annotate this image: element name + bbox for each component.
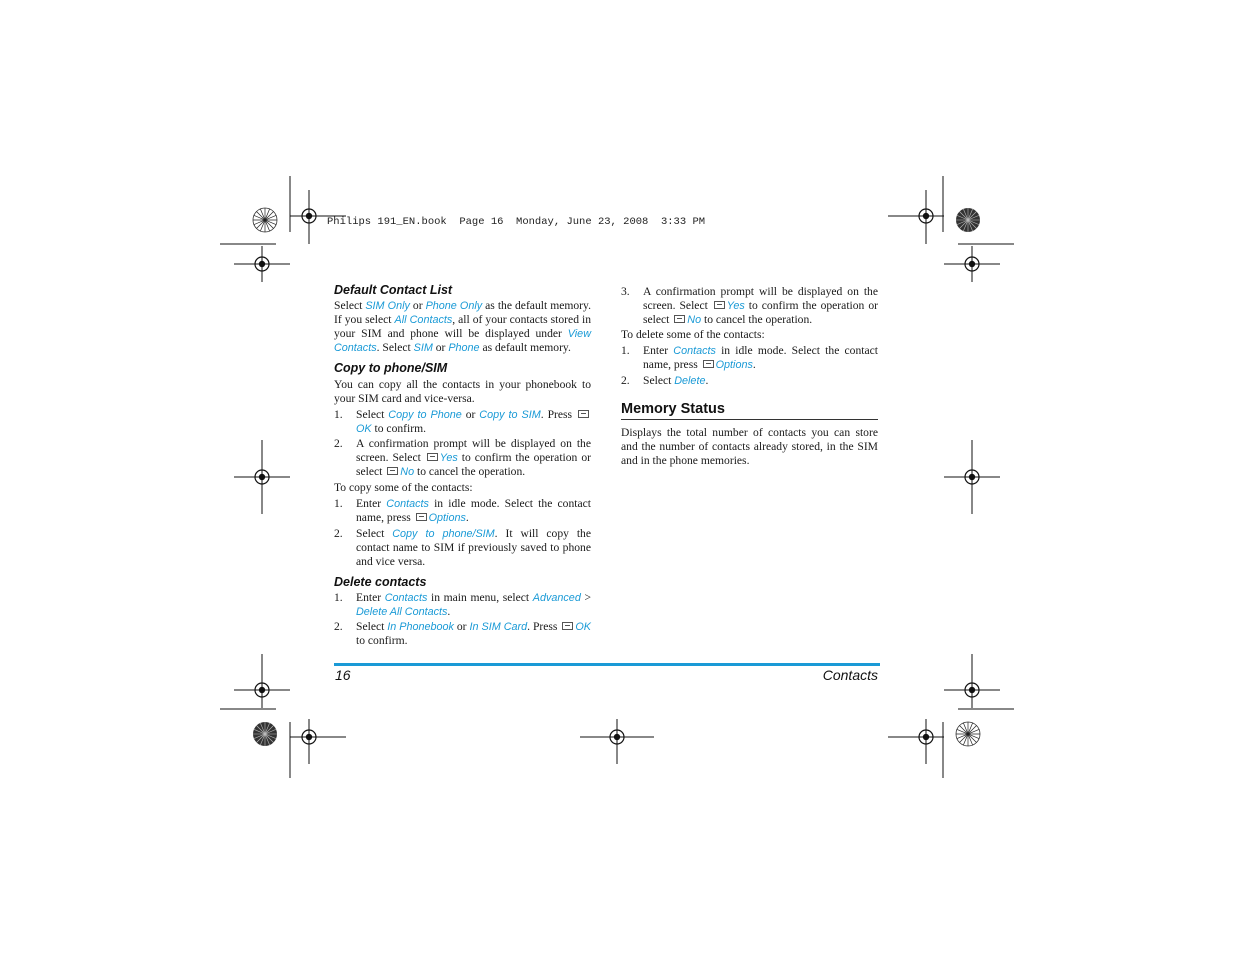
softkey-icon: [703, 360, 714, 368]
heading-delete-contacts: Delete contacts: [334, 574, 427, 589]
list-item: 2. Select In Phonebook or In SIM Card. Press OK to confirm.: [334, 620, 591, 648]
softkey-options: Options: [428, 512, 466, 525]
softkey-ok: OK: [575, 621, 591, 634]
copy-steps: [334, 408, 591, 479]
menu-delete: Delete: [674, 374, 706, 387]
copy-some-intro: To copy some of the contacts:: [334, 481, 473, 495]
book-file-info: Philips 191_EN.book Page 16 Monday, June 23, 2008 3:33 PM: [327, 216, 706, 228]
default-list-paragraph: Select SIM Only or Phone Only as the default memory. If you select All Contacts, all of your contacts stored in your SIM and phone will be displayed under View Contacts. Select SIM or Phone as default memory.: [334, 299, 592, 355]
menu-sim-only: SIM Only: [365, 300, 410, 313]
list-item: 1. Enter Contacts in idle mode. Select the contact name, press Options.: [621, 344, 878, 372]
softkey-icon: [427, 453, 438, 461]
menu-phone: Phone: [448, 342, 480, 355]
menu-advanced: Advanced: [532, 591, 581, 604]
menu-delete-all-contacts: Delete All Contacts: [356, 605, 448, 618]
list-item: 2. A confirmation prompt will be displayed on the screen. Select Yes to confirm the operation or select No to cancel the operation.: [334, 436, 591, 479]
heading-copy-to-phone-sim: Copy to phone/SIM: [334, 361, 448, 376]
menu-in-sim-card: In SIM Card: [469, 621, 528, 634]
softkey-icon: [562, 622, 573, 630]
memory-status-paragraph: Displays the total number of contacts you can store and the number of contacts already stored, in the SIM and in the phone memories.: [621, 425, 878, 467]
menu-sim: SIM: [413, 342, 433, 355]
list-item: 1. Select Copy to Phone or Copy to SIM. Press OK to confirm.: [334, 408, 591, 436]
delete-some-steps: [621, 344, 878, 387]
delete-steps: [334, 591, 591, 648]
menu-copy-to-phone: Copy to Phone: [388, 408, 462, 421]
softkey-icon: [578, 410, 589, 418]
menu-phone-only: Phone Only: [425, 300, 483, 313]
list-item: 2. Select Delete.: [621, 373, 709, 387]
right-column: [621, 283, 878, 470]
footer-rule: [334, 663, 880, 666]
menu-contacts: Contacts: [673, 345, 716, 358]
menu-copy-to-phone-sim: Copy to phone/SIM: [392, 527, 495, 540]
list-item: 1. Enter Contacts in main menu, select Advanced > Delete All Contacts.: [334, 590, 592, 618]
left-column: [334, 283, 591, 649]
softkey-icon: [416, 513, 427, 521]
menu-view-contacts: View Contacts: [334, 328, 591, 355]
copy-intro: You can copy all the contacts in your phonebook to your SIM card and vice-versa.: [334, 377, 591, 405]
list-item: 3. A confirmation prompt will be displayed on the screen. Select Yes to confirm the operation or select No to cancel the operation.: [621, 285, 878, 327]
list-item: 2. Select Copy to phone/SIM. It will copy the contact name to SIM if previously saved to phone and vice versa.: [334, 526, 591, 568]
copy-some-steps: [334, 497, 591, 568]
delete-steps-continued: [621, 285, 878, 327]
list-item: 1. Enter Contacts in idle mode. Select the contact name, press Options.: [334, 497, 591, 525]
page-number: 16: [335, 667, 351, 683]
softkey-yes: Yes: [726, 300, 745, 313]
section-title: Contacts: [822, 667, 878, 683]
menu-all-contacts: All Contacts: [394, 314, 453, 327]
menu-contacts: Contacts: [384, 591, 428, 604]
softkey-icon: [674, 315, 685, 323]
delete-some-intro: To delete some of the contacts:: [621, 328, 765, 342]
softkey-options: Options: [715, 359, 753, 372]
menu-copy-to-sim: Copy to SIM: [479, 408, 541, 421]
heading-memory-status: Memory Status: [621, 402, 878, 420]
softkey-no: No: [400, 466, 415, 479]
softkey-yes: Yes: [439, 452, 458, 465]
softkey-icon: [714, 301, 725, 309]
softkey-icon: [387, 467, 398, 475]
softkey-ok: OK: [356, 422, 372, 435]
softkey-no: No: [687, 314, 702, 327]
menu-in-phonebook: In Phonebook: [387, 621, 454, 634]
menu-contacts: Contacts: [386, 498, 429, 511]
heading-default-contact-list: Default Contact List: [334, 283, 453, 297]
